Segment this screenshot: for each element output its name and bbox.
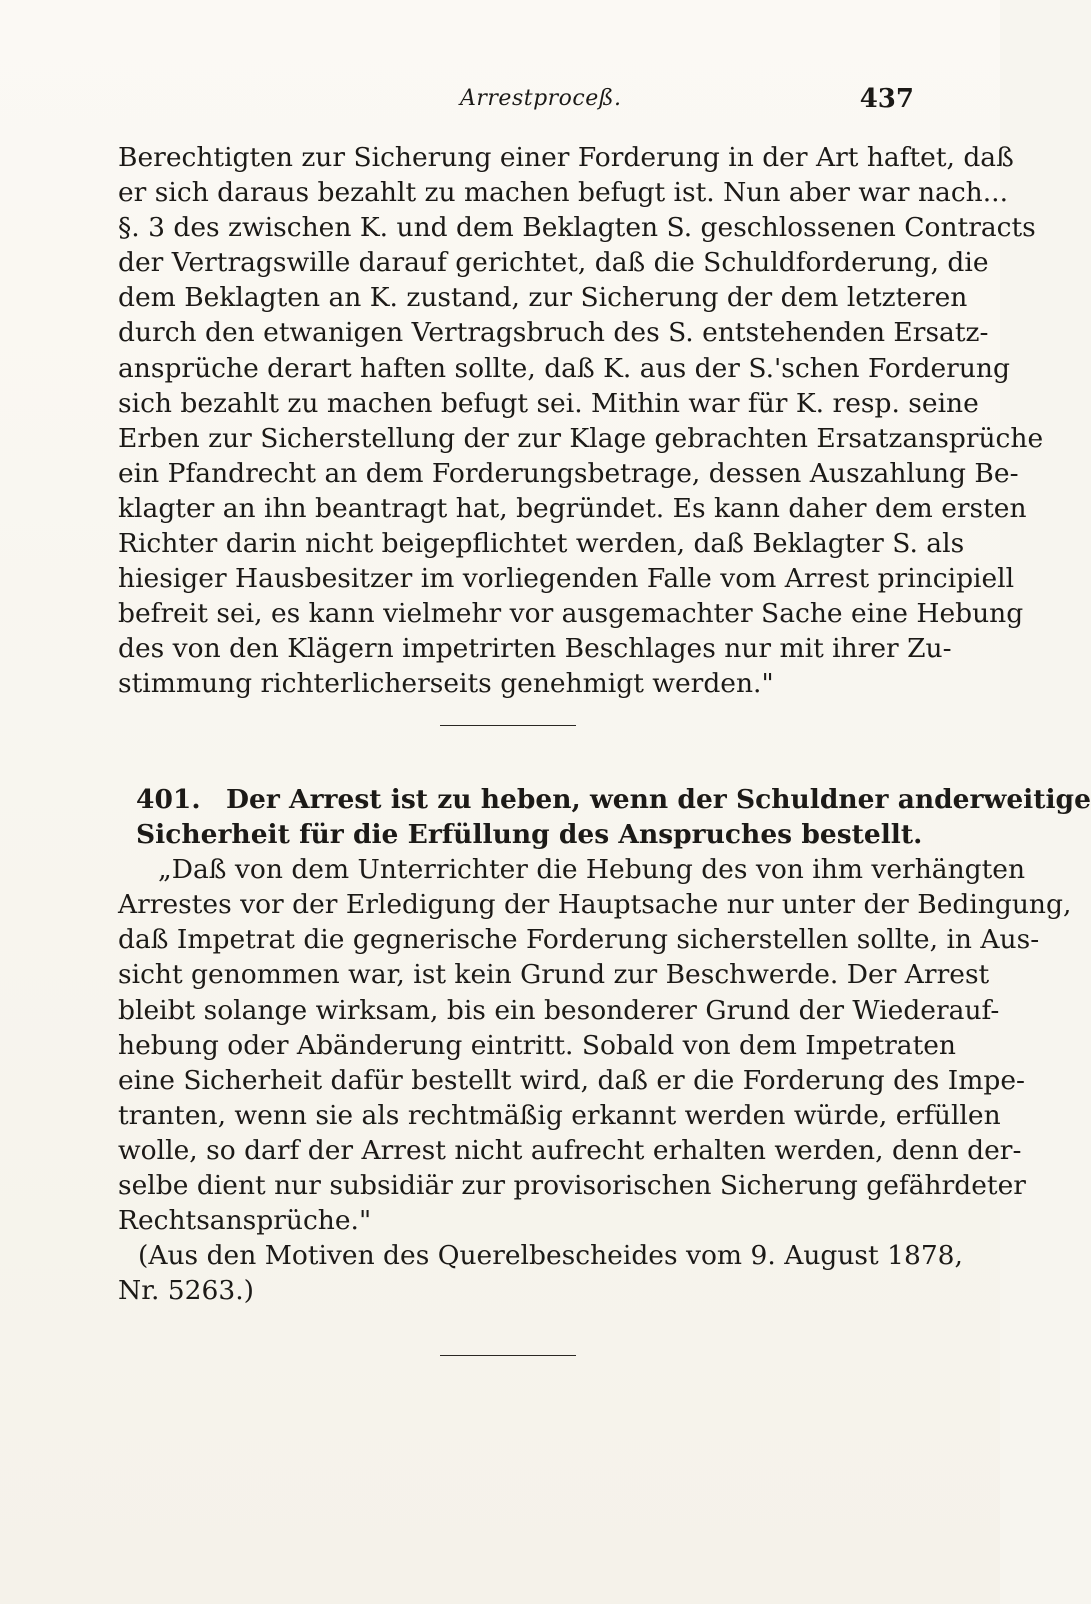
text-line: Richter darin nicht beigepflichtet werden, daß Beklagter S. als [118, 528, 965, 560]
text-line: klagter an ihn beantragt hat, begründet. Es kann daher dem ersten [118, 492, 1027, 524]
text-line: sicht genommen war, ist kein Grund zur Beschwerde. Der Arrest [118, 959, 990, 991]
citation-line: Nr. 5263.) [118, 1275, 254, 1307]
text-line: des von den Klägern impetrirten Beschlages nur mit ihrer Zu- [118, 633, 952, 665]
text-line: daß Impetrat die gegnerische Forderung sicherstellen sollte, in Aus- [118, 924, 1040, 956]
running-title: Arrestproceß. [460, 86, 622, 111]
text-line: hebung oder Abänderung eintritt. Sobald von dem Impetraten [118, 1029, 956, 1061]
text-line: hiesiger Hausbesitzer im vorliegenden Falle vom Arrest principiell [118, 563, 1015, 595]
text-line: Arrestes vor der Erledigung der Hauptsache nur unter der Bedingung, [118, 889, 1072, 921]
paragraph-continued [118, 140, 1044, 702]
section-divider [440, 725, 576, 726]
running-head [0, 86, 1000, 126]
text-line: Erben zur Sicherstellung der zur Klage gebrachten Ersatzansprüche [118, 422, 1044, 454]
text-line: selbe dient nur subsidiär zur provisorischen Sicherung gefährdeter [118, 1170, 1026, 1202]
section-body [118, 852, 1072, 1238]
section-heading [118, 782, 1091, 852]
text-line: wolle, so darf der Arrest nicht aufrecht erhalten werden, denn der- [118, 1134, 1022, 1166]
section-401 [118, 782, 1091, 1308]
text-line: er sich daraus bezahlt zu machen befugt ist. Nun aber war nach... [118, 177, 1009, 209]
heading-line [118, 782, 1091, 817]
section-divider [440, 1355, 576, 1356]
text-line: Berechtigten zur Sicherung einer Forderung in der Art haftet, daß [118, 142, 1014, 173]
text-line: eine Sicherheit dafür bestellt wird, daß er die Forderung des Impe- [118, 1064, 1025, 1096]
text-line: §. 3 des zwischen K. und dem Beklagten S. geschlossenen Contracts [118, 212, 1036, 244]
text-line: befreit sei, es kann vielmehr vor ausgemachter Sache eine Hebung [118, 598, 1024, 630]
text-line: Rechtsansprüche." [118, 1205, 372, 1237]
text-line: „Daß von dem Unterrichter die Hebung des von ihm verhängten [158, 854, 1026, 886]
text-line: bleibt solange wirksam, bis ein besonderer Grund der Wiederauf- [118, 994, 1000, 1026]
text-line: tranten, wenn sie als rechtmäßig erkannt werden würde, erfüllen [118, 1099, 1001, 1131]
page-number: 437 [859, 84, 914, 114]
text-line: ansprüche derart haften sollte, daß K. aus der S.'schen Forderung [118, 352, 1010, 384]
text-line: stimmung richterlicherseits genehmigt werden." [118, 668, 774, 700]
text-line: der Vertragswille darauf gerichtet, daß die Schuldforderung, die [118, 247, 989, 279]
section-number: 401. [136, 784, 201, 815]
text-line: durch den etwanigen Vertragsbruch des S. entstehenden Ersatz- [118, 317, 989, 349]
text-line: ein Pfandrecht an dem Forderungsbetrage, dessen Auszahlung Be- [118, 457, 1019, 489]
citation-line: (Aus den Motiven des Querelbescheides vom 9. August 1878, [138, 1240, 963, 1272]
source-citation [118, 1238, 963, 1308]
text-line: dem Beklagten an K. zustand, zur Sicherung der dem letzteren [118, 282, 968, 314]
text-line: sich bezahlt zu machen befugt sei. Mithin war für K. resp. seine [118, 387, 979, 419]
heading-text: Der Arrest ist zu heben, wenn der Schuldner anderweitige [226, 784, 1091, 815]
heading-line: Sicherheit für die Erfüllung des Anspruches bestellt. [136, 819, 923, 851]
